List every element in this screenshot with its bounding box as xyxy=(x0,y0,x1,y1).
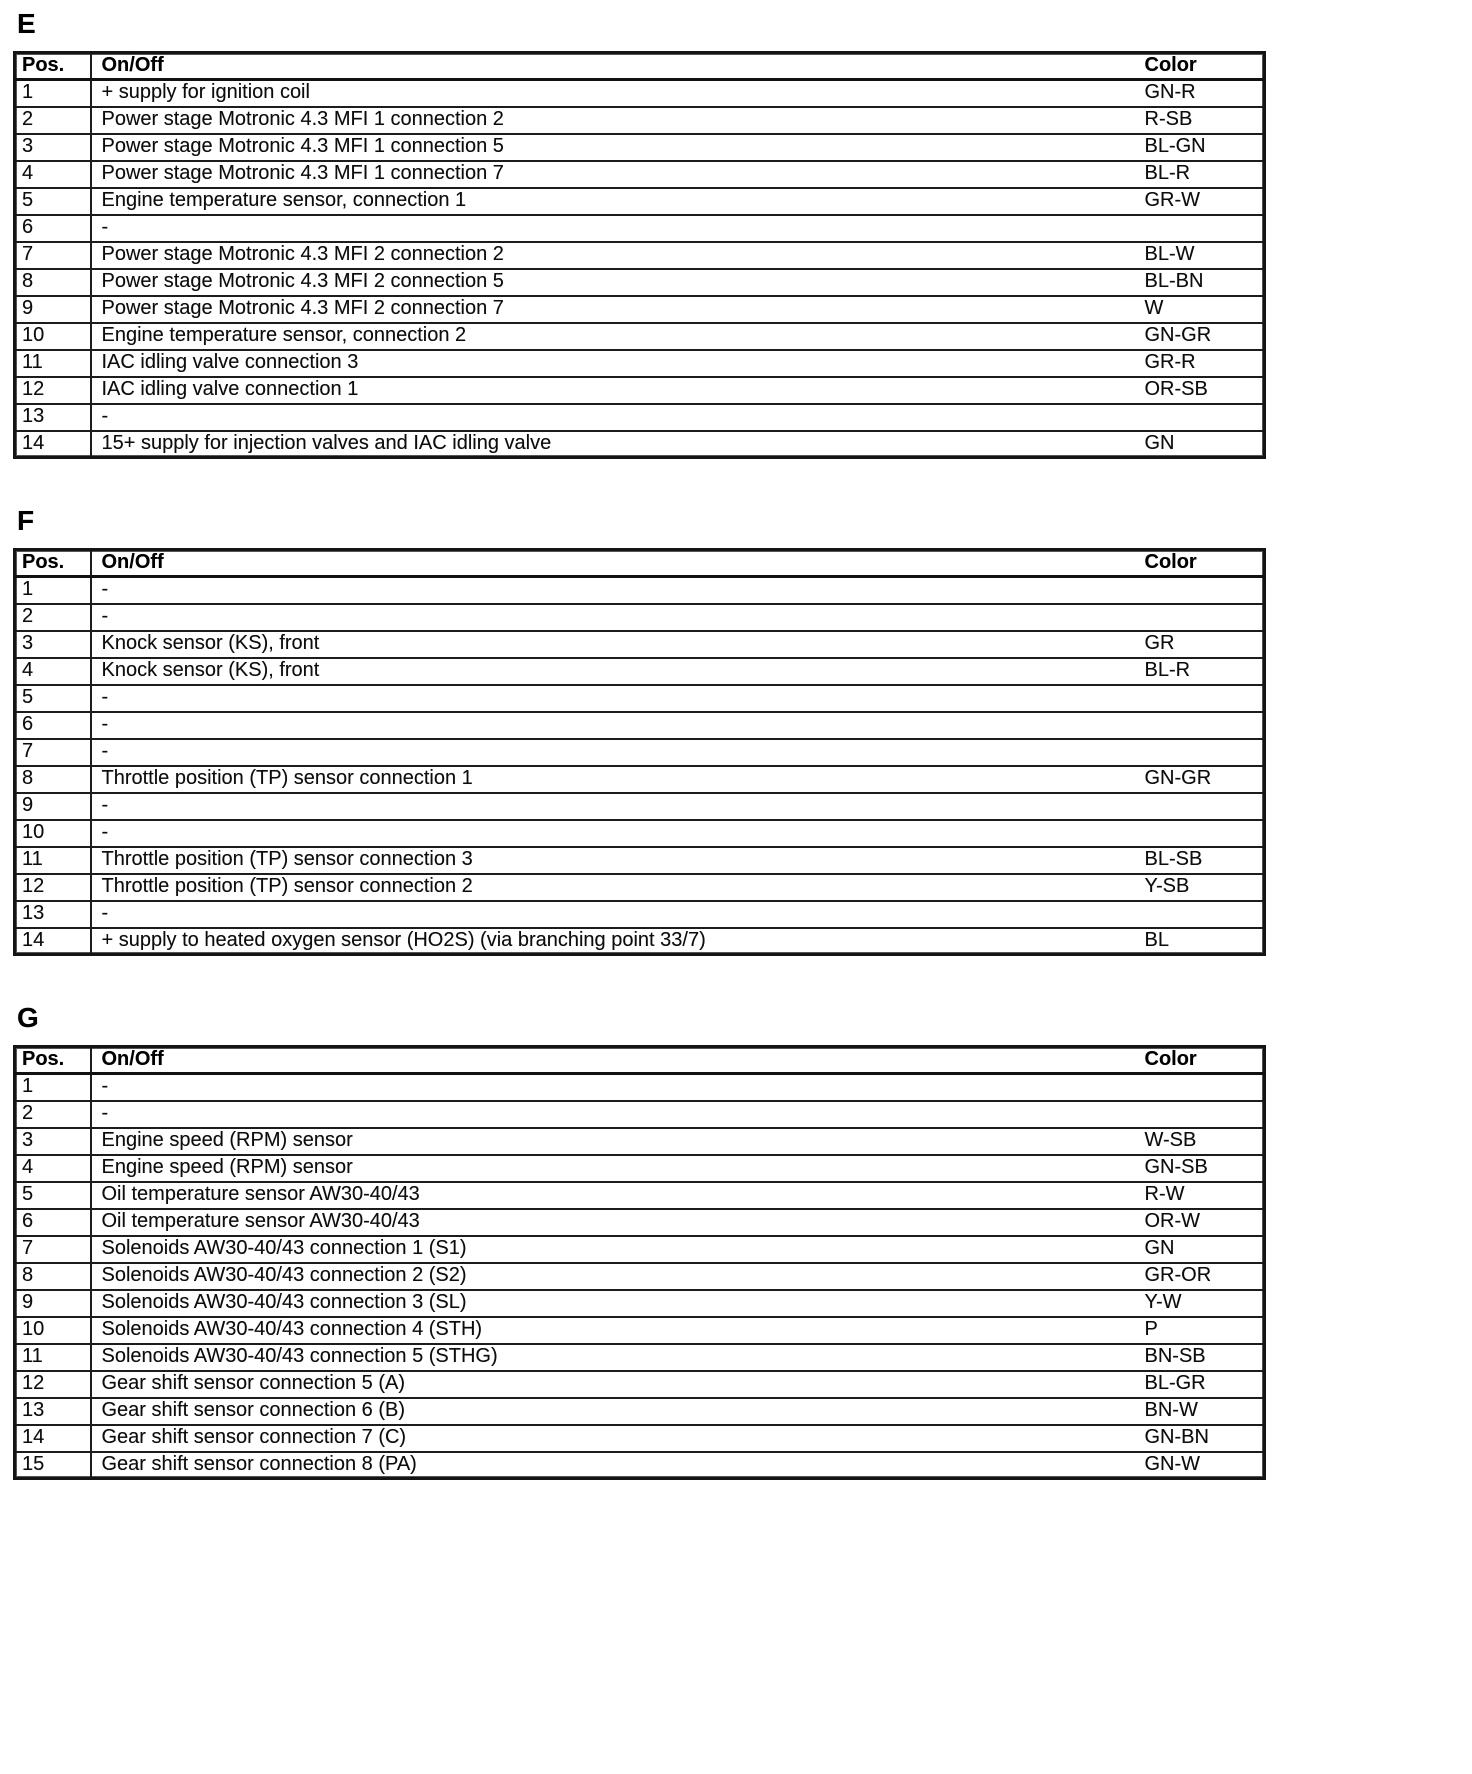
header-onoff: On/Off xyxy=(91,53,1139,80)
cell-pos: 11 xyxy=(15,350,91,377)
table-row xyxy=(15,1425,1265,1452)
table-row xyxy=(15,296,1265,323)
cell-color: GN-SB xyxy=(1139,1155,1265,1182)
cell-pos: 12 xyxy=(15,874,91,901)
cell-onoff: IAC idling valve connection 3 xyxy=(91,350,1139,377)
cell-pos: 5 xyxy=(15,188,91,215)
table-row xyxy=(15,604,1265,631)
cell-onoff: - xyxy=(91,577,1139,604)
header-color: Color xyxy=(1139,53,1265,80)
table-row xyxy=(15,1398,1265,1425)
table-row xyxy=(15,107,1265,134)
table-row xyxy=(15,1263,1265,1290)
header-color: Color xyxy=(1139,550,1265,577)
table-row xyxy=(15,242,1265,269)
cell-onoff: - xyxy=(91,685,1139,712)
cell-color: GN xyxy=(1144,431,1175,454)
cell-pos: 8 xyxy=(15,269,91,296)
cell-pos: 3 xyxy=(15,631,91,658)
cell-onoff: - xyxy=(91,793,1139,820)
cell-color: OR-SB xyxy=(1139,377,1265,404)
cell-pos: 6 xyxy=(15,712,91,739)
table-f-body xyxy=(15,577,1265,955)
pinout-table-e xyxy=(13,51,1266,459)
pinout-table-g xyxy=(13,1045,1266,1480)
table-row xyxy=(15,928,1265,955)
table-row xyxy=(15,80,1265,107)
table-e-body xyxy=(15,80,1265,458)
cell-pos: 3 xyxy=(15,1128,91,1155)
cell-onoff: Power stage Motronic 4.3 MFI 1 connection 5 xyxy=(91,134,1139,161)
cell-pos: 4 xyxy=(15,1155,91,1182)
cell-color: BN-SB xyxy=(1139,1344,1265,1371)
cell-color xyxy=(1139,685,1265,712)
table-row xyxy=(15,431,1265,458)
cell-onoff: Solenoids AW30-40/43 connection 1 (S1) xyxy=(91,1236,1139,1263)
cell-pos: 3 xyxy=(15,134,91,161)
table-g-body xyxy=(15,1074,1265,1479)
cell-pos: 7 xyxy=(15,1236,91,1263)
cell-onoff: Engine temperature sensor, connection 1 xyxy=(91,188,1139,215)
cell-onoff: Throttle position (TP) sensor connection 1 xyxy=(91,766,1139,793)
header-onoff: On/Off xyxy=(91,550,1139,577)
cell-color: OR-W xyxy=(1139,1209,1265,1236)
cell-pos: 10 xyxy=(15,1317,91,1344)
table-row xyxy=(15,1317,1265,1344)
cell-color xyxy=(1139,577,1265,604)
table-e-header xyxy=(15,53,1265,80)
table-row xyxy=(15,712,1265,739)
cell-pos: 7 xyxy=(15,739,91,766)
cell-onoff: IAC idling valve connection 1 xyxy=(91,377,1139,404)
cell-pos: 11 xyxy=(15,1344,91,1371)
cell-color xyxy=(1139,820,1265,847)
table-row xyxy=(15,901,1265,928)
cell-color: BL-BN xyxy=(1139,269,1265,296)
cell-pos: 14 xyxy=(15,1425,91,1452)
cell-color: GN-GR xyxy=(1139,323,1265,350)
cell-color: Y-SB xyxy=(1139,874,1265,901)
cell-onoff: - xyxy=(91,1074,1139,1101)
header-color: Color xyxy=(1139,1047,1265,1074)
table-row xyxy=(15,577,1265,604)
cell-pos: 10 xyxy=(15,323,91,350)
cell-onoff: Gear shift sensor connection 7 (C) xyxy=(91,1425,1139,1452)
table-row xyxy=(15,739,1265,766)
table-row xyxy=(15,1371,1265,1398)
table-row xyxy=(15,658,1265,685)
section-f xyxy=(13,505,1472,956)
cell-pos: 12 xyxy=(15,377,91,404)
cell-pos: 1 xyxy=(15,577,91,604)
cell-color: BL-SB xyxy=(1139,847,1265,874)
section-g xyxy=(13,1002,1472,1480)
cell-color xyxy=(1139,1101,1265,1128)
cell-onoff: Gear shift sensor connection 8 (PA) xyxy=(101,1452,417,1475)
table-row xyxy=(15,1452,1265,1479)
table-row xyxy=(15,1182,1265,1209)
cell-pos: 13 xyxy=(15,404,91,431)
table-row xyxy=(15,1074,1265,1101)
cell-onoff: Gear shift sensor connection 5 (A) xyxy=(91,1371,1139,1398)
header-row xyxy=(15,550,1265,577)
cell-color: BL-W xyxy=(1139,242,1265,269)
cell-onoff: - xyxy=(91,215,1139,242)
cell-pos: 11 xyxy=(15,847,91,874)
cell-pos: 10 xyxy=(15,820,91,847)
cell-onoff: Throttle position (TP) sensor connection 2 xyxy=(91,874,1139,901)
cell-color: GN-GR xyxy=(1139,766,1265,793)
table-row xyxy=(15,1101,1265,1128)
cell-onoff: Power stage Motronic 4.3 MFI 2 connection 7 xyxy=(91,296,1139,323)
cell-color: GR-OR xyxy=(1139,1263,1265,1290)
cell-color xyxy=(1139,793,1265,820)
cell-onoff: - xyxy=(91,404,1139,431)
cell-pos: 1 xyxy=(15,1074,91,1101)
table-row xyxy=(15,874,1265,901)
cell-color xyxy=(1139,404,1265,431)
cell-color xyxy=(1139,901,1265,928)
cell-color: BN-W xyxy=(1139,1398,1265,1425)
cell-pos: 1 xyxy=(15,80,91,107)
header-pos: Pos. xyxy=(15,53,91,80)
cell-onoff: Solenoids AW30-40/43 connection 5 (STHG) xyxy=(91,1344,1139,1371)
header-row xyxy=(15,1047,1265,1074)
cell-onoff: - xyxy=(91,901,1139,928)
cell-pos: 9 xyxy=(15,296,91,323)
cell-pos: 12 xyxy=(15,1371,91,1398)
table-row xyxy=(15,631,1265,658)
table-row xyxy=(15,847,1265,874)
cell-pos: 15 xyxy=(15,1452,91,1479)
table-row xyxy=(15,1236,1265,1263)
cell-onoff: - xyxy=(91,604,1139,631)
cell-pos: 9 xyxy=(15,793,91,820)
table-row xyxy=(15,1209,1265,1236)
cell-color: Y-W xyxy=(1139,1290,1265,1317)
cell-onoff: Power stage Motronic 4.3 MFI 2 connection 5 xyxy=(91,269,1139,296)
table-row xyxy=(15,269,1265,296)
cell-color: W xyxy=(1139,296,1265,323)
cell-pos: 13 xyxy=(15,901,91,928)
cell-color: W-SB xyxy=(1139,1128,1265,1155)
cell-onoff: Knock sensor (KS), front xyxy=(91,658,1139,685)
table-row xyxy=(15,1128,1265,1155)
cell-onoff: Power stage Motronic 4.3 MFI 1 connection 2 xyxy=(91,107,1139,134)
cell-pos: 5 xyxy=(15,685,91,712)
table-row xyxy=(15,404,1265,431)
cell-color: R-W xyxy=(1139,1182,1265,1209)
cell-color xyxy=(1139,1074,1265,1101)
section-f-label: F xyxy=(17,505,36,536)
cell-pos: 6 xyxy=(15,1209,91,1236)
table-row xyxy=(15,1344,1265,1371)
table-row xyxy=(15,793,1265,820)
cell-color: GN-BN xyxy=(1139,1425,1265,1452)
table-row xyxy=(15,1155,1265,1182)
cell-color xyxy=(1139,215,1265,242)
cell-onoff: Oil temperature sensor AW30-40/43 xyxy=(91,1209,1139,1236)
cell-onoff: + supply to heated oxygen sensor (HO2S) (via branching point 33/7) xyxy=(101,928,706,951)
cell-pos: 8 xyxy=(15,1263,91,1290)
section-e xyxy=(13,8,1472,459)
table-g-header xyxy=(15,1047,1265,1074)
cell-onoff: - xyxy=(91,820,1139,847)
table-row xyxy=(15,188,1265,215)
cell-onoff: Power stage Motronic 4.3 MFI 2 connection 2 xyxy=(91,242,1139,269)
table-row xyxy=(15,323,1265,350)
header-onoff: On/Off xyxy=(91,1047,1139,1074)
cell-pos: 14 xyxy=(15,928,91,955)
cell-color: GN-W xyxy=(1144,1452,1201,1475)
table-f-header xyxy=(15,550,1265,577)
cell-onoff: - xyxy=(91,1101,1139,1128)
header-pos: Pos. xyxy=(15,550,91,577)
cell-color: BL-GN xyxy=(1139,134,1265,161)
cell-pos: 14 xyxy=(15,431,91,458)
cell-pos: 13 xyxy=(15,1398,91,1425)
table-row xyxy=(15,350,1265,377)
cell-onoff: Knock sensor (KS), front xyxy=(91,631,1139,658)
cell-onoff: 15+ supply for injection valves and IAC idling valve xyxy=(101,431,552,454)
header-row xyxy=(15,53,1265,80)
cell-onoff: Power stage Motronic 4.3 MFI 1 connection 7 xyxy=(91,161,1139,188)
cell-onoff: - xyxy=(91,739,1139,766)
cell-pos: 6 xyxy=(15,215,91,242)
table-row xyxy=(15,685,1265,712)
cell-onoff: Gear shift sensor connection 6 (B) xyxy=(91,1398,1139,1425)
header-pos: Pos. xyxy=(15,1047,91,1074)
cell-pos: 2 xyxy=(15,604,91,631)
cell-color xyxy=(1139,712,1265,739)
section-e-label: E xyxy=(17,8,37,39)
cell-pos: 4 xyxy=(15,658,91,685)
cell-color: GR-W xyxy=(1139,188,1265,215)
cell-onoff: Oil temperature sensor AW30-40/43 xyxy=(91,1182,1139,1209)
table-row xyxy=(15,766,1265,793)
cell-onoff: - xyxy=(91,712,1139,739)
cell-onoff: Solenoids AW30-40/43 connection 2 (S2) xyxy=(91,1263,1139,1290)
cell-color: BL-R xyxy=(1139,161,1265,188)
cell-color: BL-R xyxy=(1139,658,1265,685)
cell-onoff: Throttle position (TP) sensor connection 3 xyxy=(91,847,1139,874)
cell-onoff: Solenoids AW30-40/43 connection 4 (STH) xyxy=(91,1317,1139,1344)
table-row xyxy=(15,161,1265,188)
section-g-label: G xyxy=(17,1002,40,1033)
pinout-table-f xyxy=(13,548,1266,956)
cell-onoff: Engine temperature sensor, connection 2 xyxy=(91,323,1139,350)
table-row xyxy=(15,1290,1265,1317)
cell-pos: 7 xyxy=(15,242,91,269)
cell-color: BL xyxy=(1144,928,1169,951)
cell-onoff: Engine speed (RPM) sensor xyxy=(91,1128,1139,1155)
cell-pos: 9 xyxy=(15,1290,91,1317)
cell-color: GR xyxy=(1139,631,1265,658)
cell-onoff: + supply for ignition coil xyxy=(91,80,1139,107)
table-row xyxy=(15,377,1265,404)
cell-pos: 8 xyxy=(15,766,91,793)
cell-color: BL-GR xyxy=(1139,1371,1265,1398)
cell-pos: 5 xyxy=(15,1182,91,1209)
cell-color: GR-R xyxy=(1139,350,1265,377)
cell-color: P xyxy=(1139,1317,1265,1344)
cell-onoff: Engine speed (RPM) sensor xyxy=(91,1155,1139,1182)
cell-color: GN xyxy=(1139,1236,1265,1263)
cell-pos: 2 xyxy=(15,107,91,134)
table-row xyxy=(15,820,1265,847)
cell-pos: 2 xyxy=(15,1101,91,1128)
table-row xyxy=(15,215,1265,242)
table-row xyxy=(15,134,1265,161)
cell-onoff: Solenoids AW30-40/43 connection 3 (SL) xyxy=(91,1290,1139,1317)
cell-color xyxy=(1139,604,1265,631)
cell-pos: 4 xyxy=(15,161,91,188)
cell-color: GN-R xyxy=(1139,80,1265,107)
cell-color: R-SB xyxy=(1139,107,1265,134)
cell-color xyxy=(1139,739,1265,766)
